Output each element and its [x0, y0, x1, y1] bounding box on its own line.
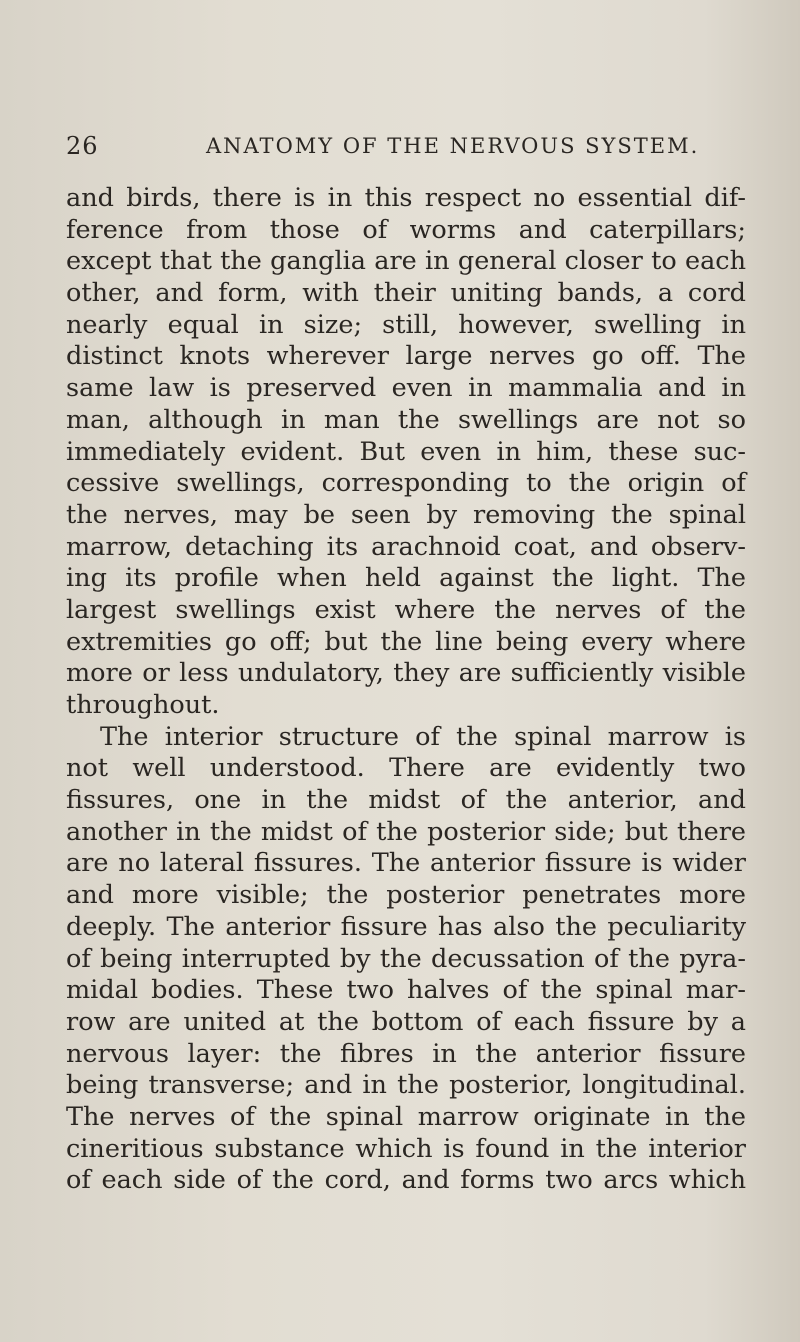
body-text — [66, 183, 746, 1197]
text-line: marrow, detaching its arachnoid coat, and observ- — [66, 531, 746, 562]
paragraph-2 — [66, 722, 746, 1197]
text-line: row are united at the bottom of each fissure by a — [66, 1006, 746, 1037]
text-line: extremities go off; but the line being every where — [66, 626, 746, 657]
text-line: The interior structure of the spinal marrow is — [100, 721, 746, 752]
text-line: of being interrupted by the decussation of the pyra- — [66, 943, 746, 974]
text-line: more or less undulatory, they are sufficiently visible — [66, 658, 746, 689]
text-line: and more visible; the posterior penetrates more — [66, 880, 746, 911]
text-line: man, although in man the swellings are not so — [66, 404, 746, 435]
text-line: ference from those of worms and caterpillars; — [66, 214, 746, 245]
text-line: largest swellings exist where the nerves of the — [66, 594, 746, 625]
text-line: cessive swellings, corresponding to the origin of — [66, 468, 746, 499]
page-header — [66, 130, 746, 170]
text-line: are no lateral fissures. The anterior fissure is wider — [66, 848, 746, 879]
text-line: cineritious substance which is found in the interior — [66, 1133, 746, 1164]
text-line: midal bodies. These two halves of the spinal mar- — [66, 975, 746, 1006]
text-line: being transverse; and in the posterior, longitudinal. — [66, 1070, 746, 1101]
text-line: nervous layer: the fibres in the anterior fissure — [66, 1038, 746, 1069]
text-line: of each side of the cord, and forms two arcs which — [66, 1165, 746, 1196]
text-line: other, and form, with their uniting bands, a cord — [66, 278, 746, 309]
text-line: nearly equal in size; still, however, swelling in — [66, 309, 746, 340]
text-line: deeply. The anterior fissure has also the peculiarity — [66, 911, 746, 942]
text-line: The nerves of the spinal marrow originate in the — [66, 1101, 746, 1132]
running-head: ANATOMY OF THE NERVOUS SYSTEM. — [206, 134, 700, 158]
page-number: 26 — [66, 132, 99, 160]
text-line: throughout. — [66, 690, 220, 720]
text-line: the nerves, may be seen by removing the spinal — [66, 499, 746, 530]
text-line: fissures, one in the midst of the anterior, and — [66, 785, 746, 816]
text-line: and birds, there is in this respect no essential dif- — [66, 183, 746, 213]
paragraph-1 — [66, 183, 746, 722]
text-line: except that the ganglia are in general closer to each — [66, 246, 746, 277]
text-line: not well understood. There are evidently two — [66, 753, 746, 784]
text-line: another in the midst of the posterior side; but there — [66, 816, 746, 847]
text-line: ing its profile when held against the light. The — [66, 563, 746, 594]
text-line: immediately evident. But even in him, these suc- — [66, 436, 746, 467]
text-line: same law is preserved even in mammalia and in — [66, 373, 746, 404]
text-line: distinct knots wherever large nerves go off. The — [66, 341, 746, 372]
